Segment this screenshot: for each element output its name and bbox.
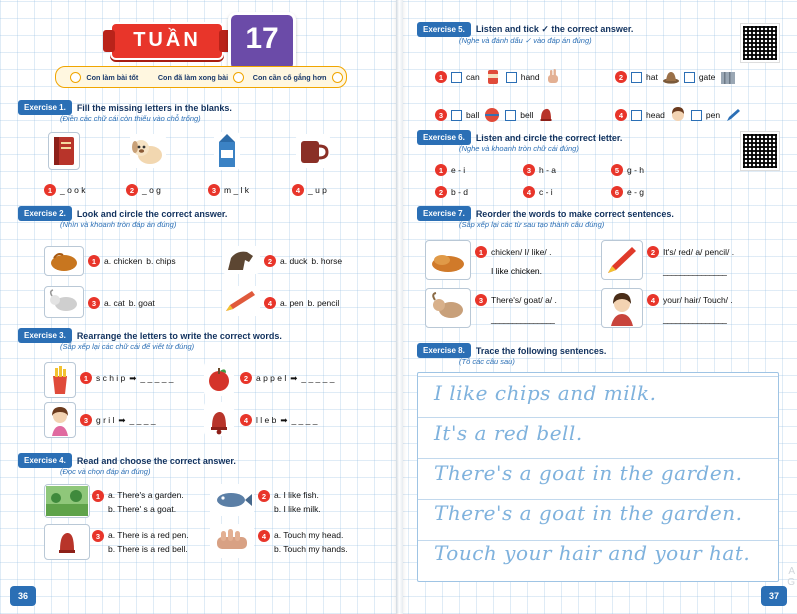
item-number: 6 [611,186,623,198]
assessment-circle-icon[interactable] [233,72,244,83]
item-text: _ o g [142,185,161,195]
answer-blank[interactable]: _ _ _ _ _ [140,373,174,383]
ex1-item-4[interactable] [292,184,327,196]
item-number: 2 [435,186,447,198]
option-a[interactable]: a. There's a garden. [108,490,184,500]
exercise-6-tag: Exercise 6. [417,130,471,145]
exercise-5-title: Listen and tick ✓ the correct answer. [475,24,634,34]
item-number: 3 [523,164,535,176]
week-word: TUẦN [133,29,201,51]
item-number: 3 [435,109,447,121]
scrambled-word: a p p e l [256,373,287,383]
exercise-1-sub: (Điền các chữ cái còn thiếu vào chỗ trống) [60,114,201,123]
exercise-2-sub: (Nhìn và khoanh tròn đáp án đúng) [60,220,177,229]
ex5-item-3[interactable] [435,106,555,124]
item-text: _ o o k [60,185,86,195]
ex4-item-1[interactable] [92,490,184,514]
ex3-item-4[interactable] [240,414,317,426]
exercise-5-header [417,22,633,37]
picture-gate [719,68,737,86]
picture-bell-red [44,524,90,560]
week-number: 17 [245,22,279,55]
exercise-5-sub: (Nghe và đánh dấu ✓ vào đáp án đúng) [459,36,592,45]
item-number: 3 [208,184,220,196]
item-number: 3 [475,294,487,306]
exercise-2-header [18,206,227,221]
exercise-2-tag: Exercise 2. [18,206,72,221]
trace-line-2[interactable]: It's a red bell. [434,421,583,445]
item-number: 2 [615,71,627,83]
assessment-option-tryharder[interactable] [249,72,346,83]
ex7-words-1 [475,246,585,258]
assessment-label: Con đã làm xong bài [157,72,229,82]
exercise-6-title: Listen and circle the correct letter. [475,132,623,143]
option-b[interactable]: b. horse [311,256,343,266]
picture-book [48,132,80,170]
week-banner [110,12,310,62]
ex7-words-3 [475,294,585,306]
ex2-item-1[interactable] [88,255,176,267]
item-number: 4 [264,297,276,309]
word-right: gate [698,72,716,82]
checkbox-right[interactable] [691,110,702,121]
picture-hat [662,68,680,86]
book-spine [396,0,403,614]
checkbox-left[interactable] [451,72,462,83]
ex2-item-2[interactable] [264,255,342,267]
ex6-item-5[interactable] [611,164,644,176]
picture-chicken-dish [425,240,471,280]
ex7-item-1[interactable] [475,246,585,276]
ex6-item-2[interactable] [435,186,468,198]
checkbox-right[interactable] [684,72,695,83]
exercise-8-tag: Exercise 8. [417,343,471,358]
right-page [403,0,797,614]
exercise-6-header [417,130,622,145]
assessment-option-good[interactable] [56,72,153,83]
assessment-circle-icon[interactable] [70,72,81,83]
trace-line-3[interactable]: There's a goat in the garden. [434,461,743,485]
assessment-circle-icon[interactable] [332,72,343,83]
exercise-4-header [18,453,236,468]
option-a[interactable]: a. Touch my head. [274,530,344,540]
option-b[interactable]: b. There' s a goat. [108,504,177,514]
trace-line-5[interactable]: Touch your hair and your hat. [434,541,751,565]
ex3-item-1[interactable] [80,372,174,384]
ex7-item-3[interactable] [475,294,585,324]
picture-girl [44,402,76,438]
checkbox-left[interactable] [451,110,462,121]
word-left: hat [646,72,658,82]
arrow-icon: ➡ [280,414,288,425]
ex4-item-4[interactable] [258,530,348,554]
checkbox-left[interactable] [631,72,642,83]
exercise-8-sub: (Tô các câu sau) [459,357,515,366]
exercise-7-header [417,206,674,221]
picture-milk [214,132,240,170]
option-b[interactable]: b. There is a red bell. [108,544,188,554]
exercise-8-title: Trace the following sentences. [475,345,607,356]
week-label-ribbon [110,22,224,60]
item-text: m _ l k [224,185,250,195]
letter-pair[interactable]: e - g [627,187,645,197]
left-page [0,0,396,614]
word-right: pen [705,110,721,120]
answer-blank[interactable]: _ _ _ _ [129,415,156,425]
checkbox-left[interactable] [631,110,642,121]
trace-line-4[interactable]: There's a goat in the garden. [434,501,743,525]
ex6-item-3[interactable] [523,164,556,176]
item-number: 4 [647,294,659,306]
ex7-answer-3[interactable]: _______________ [491,314,555,324]
item-number: 4 [615,109,627,121]
item-number: 2 [258,490,270,502]
item-number: 1 [80,372,92,384]
ex7-item-2[interactable] [647,246,777,276]
assessment-label: Con cần cố gắng hơn [252,72,327,82]
trace-line-1[interactable]: I like chips and milk. [434,381,657,405]
exercise-4-title: Read and choose the correct answer. [76,455,236,466]
letter-pair[interactable]: e - i [451,165,466,175]
answer-blank[interactable]: _ _ _ _ _ [301,373,335,383]
ex7-answer-1[interactable]: I like chicken. [491,266,543,276]
ex1-item-1[interactable] [44,184,86,196]
exercise-1-tag: Exercise 1. [18,100,72,115]
ex3-item-2[interactable] [240,372,334,384]
option-a[interactable]: a. There is a red pen. [108,530,189,540]
item-number: 4 [258,530,270,542]
picture-horse [222,246,260,274]
word-list: chicken/ I/ like/ . [491,247,552,257]
ex4-item-2[interactable] [258,490,321,514]
option-a[interactable]: a. pen [280,298,304,308]
ex5-item-2[interactable] [615,68,737,86]
scrambled-word: l l e b [256,415,277,425]
item-number: 4 [240,414,252,426]
option-b[interactable]: b. I like milk. [274,504,321,514]
item-number: 2 [240,372,252,384]
ex6-item-1[interactable] [435,164,465,176]
item-number: 1 [435,164,447,176]
ex1-item-3[interactable] [208,184,249,196]
answer-blank[interactable]: _ _ _ _ [291,415,318,425]
exercise-3-sub: (Sắp xếp lại các chữ cái để viết từ đúng) [60,342,195,351]
word-left: ball [466,110,480,120]
letter-pair[interactable]: h - a [539,165,557,175]
item-number: 3 [88,297,100,309]
ex7-answer-2[interactable]: _______________ [663,266,727,276]
item-number: 4 [292,184,304,196]
exercise-4-tag: Exercise 4. [18,453,72,468]
checkbox-right[interactable] [506,72,517,83]
item-number: 1 [435,71,447,83]
exercise-4-sub: (Đọc và chọn đáp án đúng) [60,467,151,476]
picture-dog [130,134,166,168]
letter-pair[interactable]: g - h [627,165,645,175]
letter-pair[interactable]: b - d [451,187,469,197]
item-number: 4 [523,186,535,198]
picture-red-pencil [601,240,643,280]
arrow-icon: ➡ [129,372,137,383]
picture-goat-2 [425,288,471,328]
picture-head [669,106,687,124]
exercise-3-header [18,328,282,343]
ex5-item-4[interactable] [615,106,742,124]
qr-code-exercise-5[interactable] [741,24,779,62]
page-number-left: 36 [10,586,36,606]
arrow-icon: ➡ [290,372,298,383]
option-b[interactable]: b. chips [146,256,176,266]
word-list: There's/ goat/ a/ . [491,295,557,305]
ex7-words-4 [647,294,777,306]
ex2-item-4[interactable] [264,297,339,309]
ex6-item-4[interactable] [523,186,553,198]
picture-hand [544,68,562,86]
item-number: 3 [92,530,104,542]
word-list: your/ hair/ Touch/ . [663,295,733,305]
self-assessment-bar [55,66,347,88]
exercise-1-header [18,100,232,115]
arrow-icon: ➡ [118,414,126,425]
option-b[interactable]: b. goat [128,298,155,308]
assessment-option-done[interactable] [153,72,250,83]
picture-fish [210,484,254,516]
item-number: 1 [475,246,487,258]
letter-pair[interactable]: c - i [539,187,553,197]
picture-chicken [44,246,84,276]
item-number: 1 [44,184,56,196]
ex5-item-1[interactable] [435,68,562,86]
ex7-words-2 [647,246,777,258]
word-list: It's/ red/ a/ pencil/ . [663,247,735,257]
picture-chips [44,362,76,398]
option-b[interactable]: b. Touch my hands. [274,544,348,554]
item-number: 3 [80,414,92,426]
picture-ball [483,106,501,124]
picture-goat [44,286,84,318]
page-number-right: 37 [761,586,787,606]
picture-pen [724,106,742,124]
item-number: 5 [611,164,623,176]
picture-bell [537,106,555,124]
item-number: 1 [88,255,100,267]
word-left: head [646,110,665,120]
option-b[interactable]: b. pencil [307,298,340,308]
option-a[interactable]: a. duck [280,256,308,266]
option-a[interactable]: a. cat [104,298,125,308]
option-a[interactable]: a. chicken [104,256,143,266]
exercise-3-title: Rearrange the letters to write the correct words. [76,330,282,341]
exercise-8-header [417,343,606,358]
exercise-7-sub: (Sắp xếp lại các từ sau tạo thành câu đúng) [459,220,605,229]
picture-bell [204,402,234,436]
scrambled-word: s c h i p [96,373,126,383]
option-a[interactable]: a. I like fish. [274,490,319,500]
item-number: 2 [647,246,659,258]
ex2-item-3[interactable] [88,297,155,309]
word-right: bell [520,110,534,120]
picture-cup [296,134,330,168]
exercise-3-tag: Exercise 3. [18,328,72,343]
picture-garden [44,484,90,518]
picture-apple [204,362,234,396]
corner-watermark: A G [787,566,795,588]
ex3-item-3[interactable] [80,414,156,426]
qr-code-exercise-6[interactable] [741,132,779,170]
ex4-item-3[interactable] [92,530,189,554]
ex1-item-2[interactable] [126,184,161,196]
exercise-5-tag: Exercise 5. [417,22,471,37]
item-number: 2 [264,255,276,267]
picture-can [484,68,502,86]
ex6-item-6[interactable] [611,186,644,198]
checkbox-right[interactable] [505,110,516,121]
picture-pencil [222,286,260,316]
week-number-box [228,12,296,72]
tracing-box[interactable] [417,372,779,582]
ex7-item-4[interactable] [647,294,777,324]
ex7-answer-4[interactable]: _______________ [663,314,727,324]
exercise-6-sub: (Nghe và khoanh tròn chữ cái đúng) [459,144,579,153]
exercise-7-tag: Exercise 7. [417,206,471,221]
picture-hands [210,524,254,558]
item-number: 2 [126,184,138,196]
picture-girl-hair [601,288,643,328]
item-number: 1 [92,490,104,502]
exercise-7-title: Reorder the words to make correct sentences. [475,208,674,219]
word-left: can [466,72,480,82]
exercise-2-title: Look and circle the correct answer. [76,208,228,219]
item-text: _ u p [308,185,327,195]
assessment-label: Con làm bài tốt [86,72,139,82]
exercise-1-title: Fill the missing letters in the blanks. [76,102,232,113]
scrambled-word: g r i l [96,415,115,425]
word-right: hand [520,72,540,82]
